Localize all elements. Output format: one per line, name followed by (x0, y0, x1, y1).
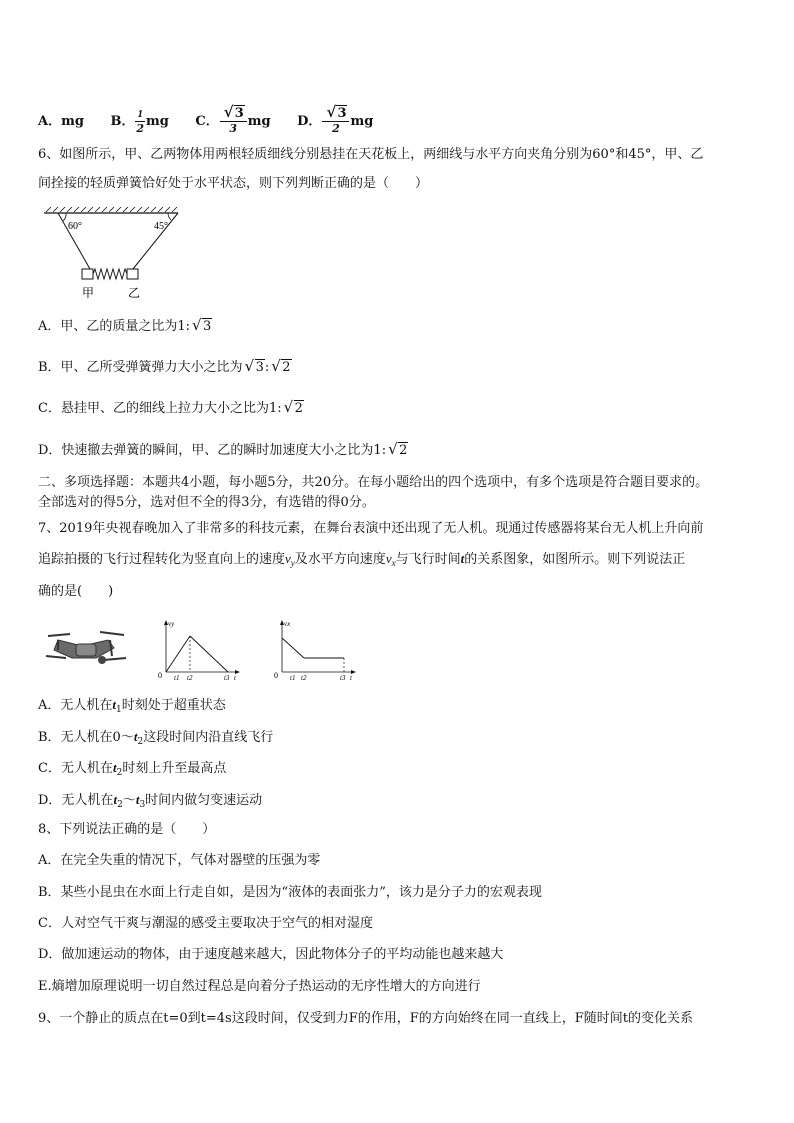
q5-option-d: D． √ 3 2 mg (297, 103, 374, 135)
vy-graph (152, 618, 244, 680)
vy-tlabel: t (234, 674, 236, 680)
q7-option-c: C．无人机在$t_2$时刻上升至最高点 (38, 760, 227, 778)
q8-option-d: D．做加速运动的物体，由于速度越来越大，因此物体分子的平均动能也越来越大 (38, 947, 504, 962)
q7-option-a: A．无人机在$t_1$时刻处于超重状态 (38, 697, 226, 715)
angle-arc-left (63, 213, 66, 221)
q6-stem-line1: 6、如图所示，甲、乙两物体用两根轻质细线分别悬挂在天花板上，两细线与水平方向夹角分别为60°和45°，甲、乙 (38, 147, 704, 162)
vy-fall (190, 636, 228, 672)
q7-stem-line3: 确的是( ) (38, 584, 114, 599)
q6-option-b: B．甲、乙所受弹簧弹力大小之比为 √ 3: √ 2 (38, 357, 291, 375)
q7-option-b: B．无人机在$0\sim t_2$这段时间内沿直线飞行 (38, 729, 274, 747)
q6-option-a: A．甲、乙的质量之比为1: √ 3 (38, 316, 212, 334)
vy-origin: 0 (158, 671, 162, 680)
vx-ylabel: vx (284, 620, 291, 628)
q7-stem-line1: 7、2019年央视春晚加入了非常多的科技元素，在舞台表演中还出现了无人机。现通过传感器将某台无人机上升向前 (38, 521, 704, 536)
q6-option-d: D．快速撤去弹簧的瞬间，甲、乙的瞬时加速度大小之比为1: √ 2 (38, 440, 408, 458)
vx-decrease (282, 638, 304, 658)
q8-stem: 8、下列说法正确的是（ ） (38, 822, 216, 837)
vy-ylabel: vy (168, 620, 175, 628)
section2-line1: 二、多项选择题：本题共4小题，每小题5分，共20分。在每小题给出的四个选项中，有多个选项是符合题目要求的。 (38, 475, 709, 490)
label-yi: 乙 (128, 286, 141, 299)
q9-stem-line1: 9、一个静止的质点在t=0到t=4s这段时间，仅受到力F的作用，F的方向始终在同一直线上，F随时间t的变化关系 (38, 1011, 694, 1026)
q6-figure (44, 207, 184, 299)
vx-graph (268, 618, 360, 680)
vx-t2: t2 (301, 674, 307, 680)
q5-option-a: A．mg (38, 114, 84, 129)
q8-option-b: B．某些小昆虫在水面上行走自如，是因为“液体的表面张力”，该力是分子力的宏观表现 (38, 885, 542, 900)
drone-image (44, 628, 129, 678)
section2-line2: 全部选对的得5分，选对但不全的得3分，有选错的得0分。 (38, 495, 375, 510)
block-yi (127, 269, 138, 279)
q6-stem-line2: 间拴接的轻质弹簧恰好处于水平状态，则下列判断正确的是（ ） (38, 176, 429, 191)
vy-t3: t3 (224, 674, 230, 680)
block-jia (82, 269, 93, 279)
vy-t1: t1 (174, 674, 180, 680)
vx-t1: t1 (290, 674, 296, 680)
q8-option-a: A．在完全失重的情况下，气体对器壁的压强为零 (38, 853, 321, 868)
vx-origin: 0 (274, 671, 278, 680)
vy-rise (166, 636, 190, 672)
angle-45-label: 45° (154, 221, 168, 232)
angle-60-label: 60° (68, 221, 82, 232)
q5-option-c: C． √ 3 3 mg (195, 103, 271, 135)
q8-option-c: C．人对空气干爽与潮湿的感受主要取决于空气的相对湿度 (38, 916, 373, 931)
q8-option-e: E.熵增加原理说明一切自然过程总是向着分子热运动的无序性增大的方向进行 (38, 979, 481, 994)
q7-option-d: D．无人机在$t_2\sim t_3$时间内做匀变速运动 (38, 792, 263, 810)
vx-t3: t3 (340, 674, 346, 680)
angle-arc-right (168, 213, 171, 220)
q6-option-c: C．悬挂甲、乙的细线上拉力大小之比为1: √ 2 (38, 398, 303, 416)
q7-stem-line2: 追踪拍摄的飞行过程转化为竖直向上的速度$v_y$及水平方向速度$v_x$与飞行时间t的关系图象，如图所示。则下列说法正 (38, 551, 686, 568)
vx-tlabel: t (350, 674, 352, 680)
q5-options (38, 103, 395, 136)
ceiling-hatch (46, 207, 177, 212)
spring (93, 269, 127, 279)
q5-option-b: B． $\frac{1}{2}$ mg (110, 108, 169, 135)
vy-t2: t2 (187, 674, 193, 680)
label-jia: 甲 (82, 286, 95, 299)
